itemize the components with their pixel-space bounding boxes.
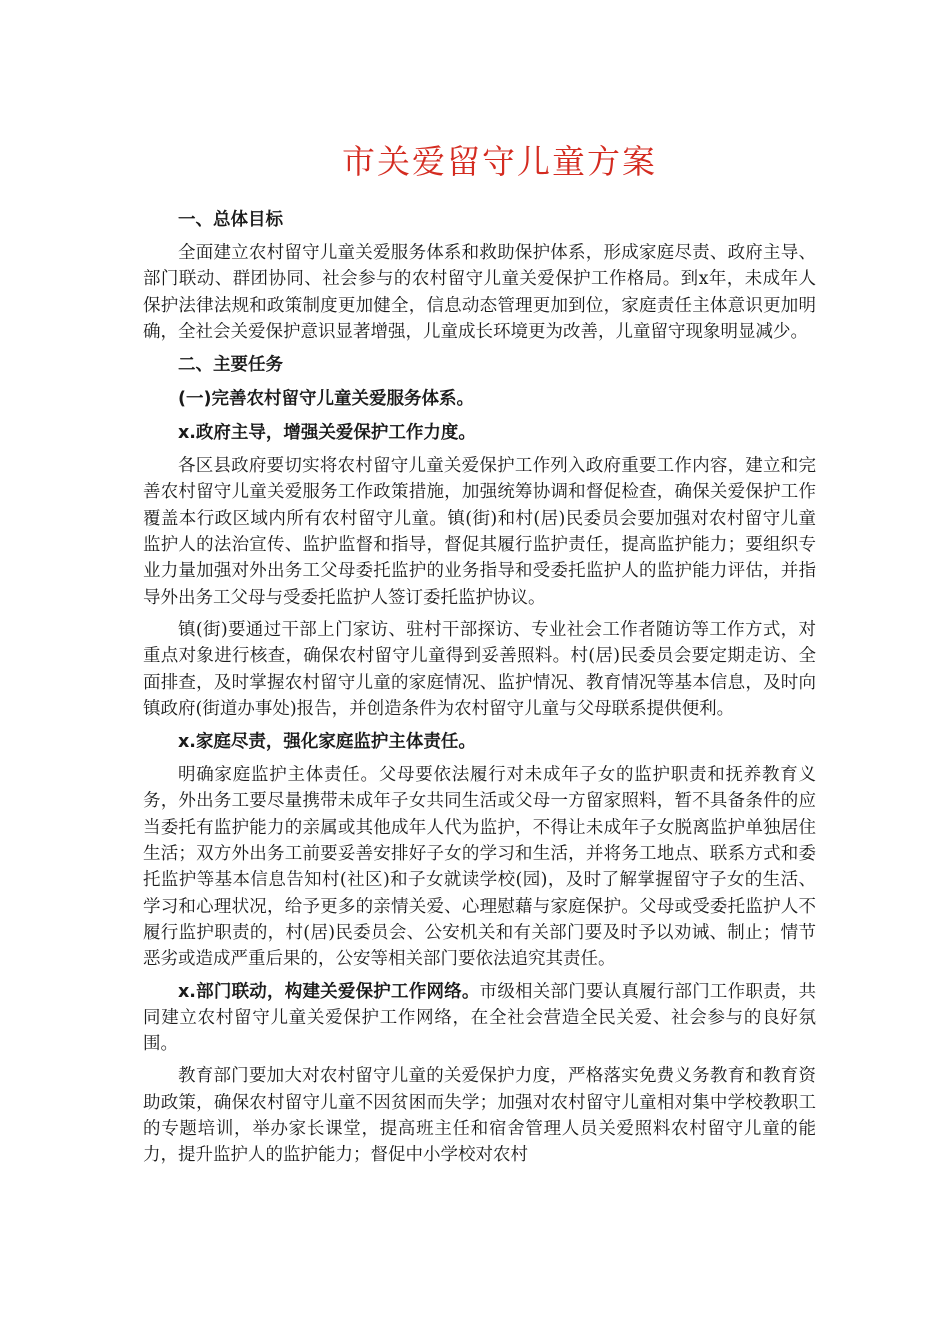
item-text-department-linkage: 市级相关部门要认真履行部门工作职责，共同建立农村留守儿童关爱保护工作网络，在全社会营造全民关爱、社会参与的良好氛围。 bbox=[143, 981, 816, 1055]
paragraph-overall-goal: 全面建立农村留守儿童关爱服务体系和救助保护体系，形成家庭尽责、政府主导、部门联动、群团协同、社会参与的农村留守儿童关爱保护工作格局。到x年，未成年人保护法律法规和政策制度更加健全，信息动态管理更加到位，家庭责任主体意识更加明确，全社会关爱保护意识显著增强，儿童成长环境更为改善，儿童留守现象明显减少。 bbox=[143, 243, 816, 342]
section-heading-overall-goal: 一、总体目标 bbox=[178, 210, 283, 230]
paragraph-town-visits: 镇(街)要通过干部上门家访、驻村干部探访、专业社会工作者随访等工作方式，对重点对象进行核查，确保农村留守儿童得到妥善照料。村(居)民委员会要定期走访、全面排查，及时掌握农村留守儿童的家庭情况、监护情况、教育情况等基本信息，及时向镇政府(街道办事处)报告，并创造条件为农村留守儿童与父母联系提供便利。 bbox=[143, 619, 816, 719]
paragraph-family-duty: 明确家庭监护主体责任。父母要依法履行对未成年子女的监护职责和抚养教育义务，外出务工要尽量携带未成年子女共同生活或父母一方留家照料，暂不具备条件的应当委托有监护能力的亲属或其他成年人代为监护，不得让未成年子女脱离监护单独居住生活；双方外出务工前要妥善安排好子女的学习和生活，并将务工地点、联系方式和委托监护等基本信息告知村(社区)和子女就读学校(园)，及时了解掌握留守子女的生活、学习和心理状况，给予更多的亲情关爱、心理慰藉与家庭保护。父母或受委托监护人不履行监护职责的，村(居)民委员会、公安机关和有关部门要及时予以劝诫、制止；情节恶劣或造成严重后果的，公安等相关部门要依法追究其责任。 bbox=[143, 765, 816, 970]
paragraph-education-dept: 教育部门要加大对农村留守儿童的关爱保护力度，严格落实免费义务教育和教育资助政策，确保农村留守儿童不因贫困而失学；加强对农村留守儿童相对集中学校教职工的专题培训，举办家长课堂，提高班主任和宿舍管理人员关爱照料农村留守儿童的能力，提升监护人的监护能力；督促中小学校对农村 bbox=[143, 1066, 816, 1166]
item-heading-family-duty: x.家庭尽责，强化家庭监护主体责任。 bbox=[178, 732, 476, 753]
section-heading-main-tasks: 二、主要任务 bbox=[178, 355, 283, 376]
paragraph-government-led: 各区县政府要切实将农村留守儿童关爱保护工作列入政府重要工作内容，建立和完善农村留守儿童关爱服务工作政策措施，加强统筹协调和督促检查，确保关爱保护工作覆盖本行政区域内所有农村留守儿童。镇(街)和村(居)民委员会要加强对农村留守儿童监护人的法治宣传、监护监督和指导，督促其履行监护责任，提高监护能力；要组织专业力量加强对外出务工父母委托监护的业务指导和受委托监护人的监护能力评估，并指导外出务工父母与受委托监护人签订委托监护协议。 bbox=[143, 456, 816, 608]
subheading-service-system: (一)完善农村留守儿童关爱服务体系。 bbox=[178, 389, 474, 410]
item-heading-government-led: x.政府主导，增强关爱保护工作力度。 bbox=[178, 423, 476, 444]
document-title: 市关爱留守儿童方案 bbox=[342, 142, 657, 181]
item-lead-department-linkage: x.部门联动，构建关爱保护工作网络。 bbox=[178, 981, 480, 1002]
paragraph-department-linkage bbox=[143, 979, 816, 1058]
